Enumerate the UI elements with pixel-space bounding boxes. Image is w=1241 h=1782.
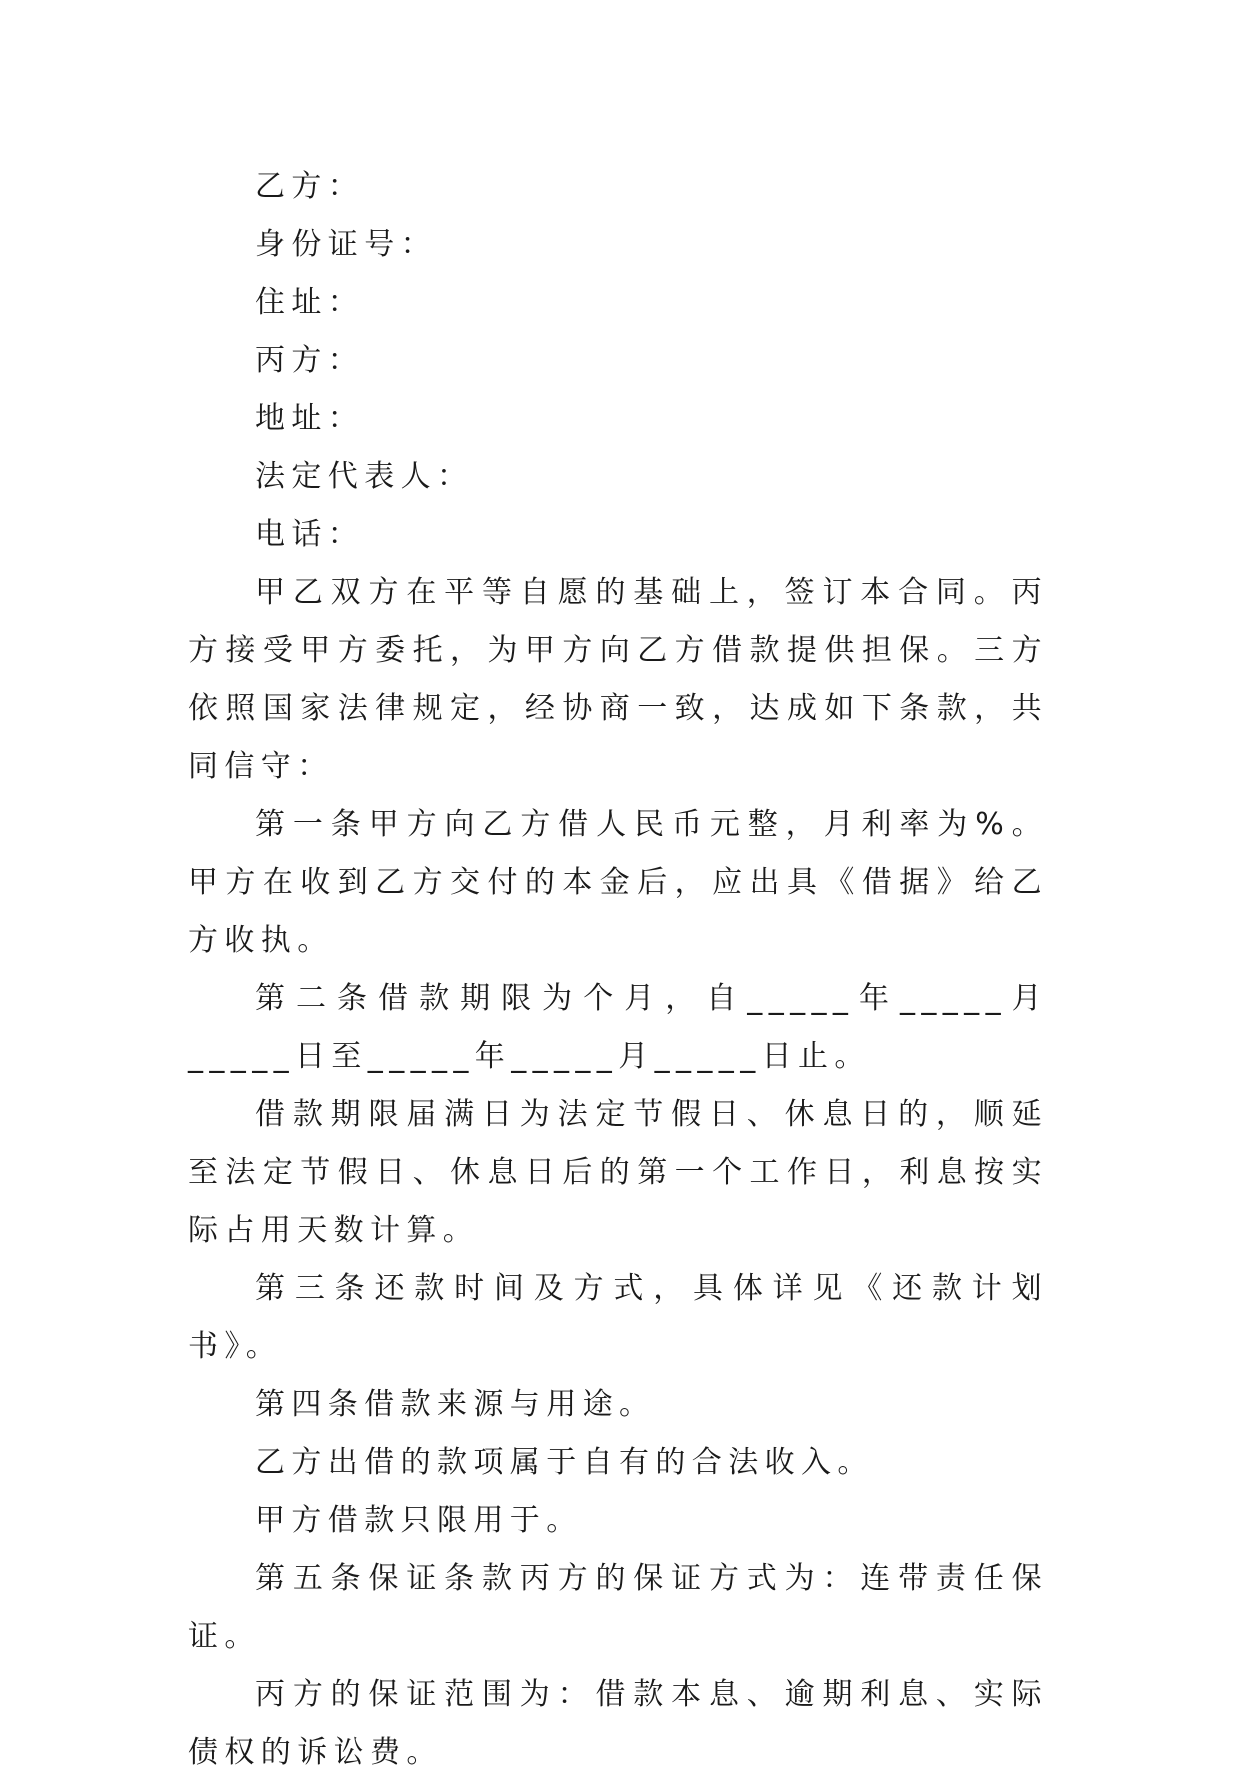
holiday-extension-paragraph: 借款期限届满日为法定节假日、休息日的，顺延至法定节假日、休息日后的第一个工作日，利息按实际占用天数计算。 bbox=[188, 1097, 1048, 1248]
legal-representative-field: 法定代表人： bbox=[255, 459, 474, 494]
phone-field: 电话： bbox=[255, 517, 365, 552]
article-3-paragraph: 第三条还款时间及方式，具体详见《还款计划书》。 bbox=[188, 1271, 1048, 1364]
party-c-field: 丙方： bbox=[255, 343, 365, 378]
residence-field: 住址： bbox=[255, 285, 365, 320]
party-b-field: 乙方： bbox=[255, 169, 365, 204]
article-5-paragraph: 第五条保证条款丙方的保证方式为：连带责任保证。 bbox=[188, 1561, 1048, 1654]
article-2-paragraph: 第二条借款期限为个月，自_____年_____月_____日至_____年_____月_____日止。 bbox=[188, 981, 1048, 1074]
loan-purpose-paragraph: 甲方借款只限用于。 bbox=[255, 1503, 583, 1538]
id-number-field: 身份证号： bbox=[255, 227, 437, 262]
guarantee-scope-paragraph: 丙方的保证范围为：借款本息、逾期利息、实际债权的诉讼费。 bbox=[188, 1677, 1048, 1770]
article-1-paragraph: 第一条甲方向乙方借人民币元整，月利率为%。甲方在收到乙方交付的本金后，应出具《借据》给乙方收执。 bbox=[188, 807, 1048, 958]
article-4-paragraph: 第四条借款来源与用途。 bbox=[255, 1387, 656, 1422]
preamble-paragraph: 甲乙双方在平等自愿的基础上，签订本合同。丙方接受甲方委托，为甲方向乙方借款提供担保。三方依照国家法律规定，经协商一致，达成如下条款，共同信守： bbox=[188, 575, 1048, 784]
fund-source-paragraph: 乙方出借的款项属于自有的合法收入。 bbox=[255, 1445, 874, 1480]
document-body bbox=[188, 158, 1048, 1782]
address-field: 地址： bbox=[255, 401, 365, 436]
